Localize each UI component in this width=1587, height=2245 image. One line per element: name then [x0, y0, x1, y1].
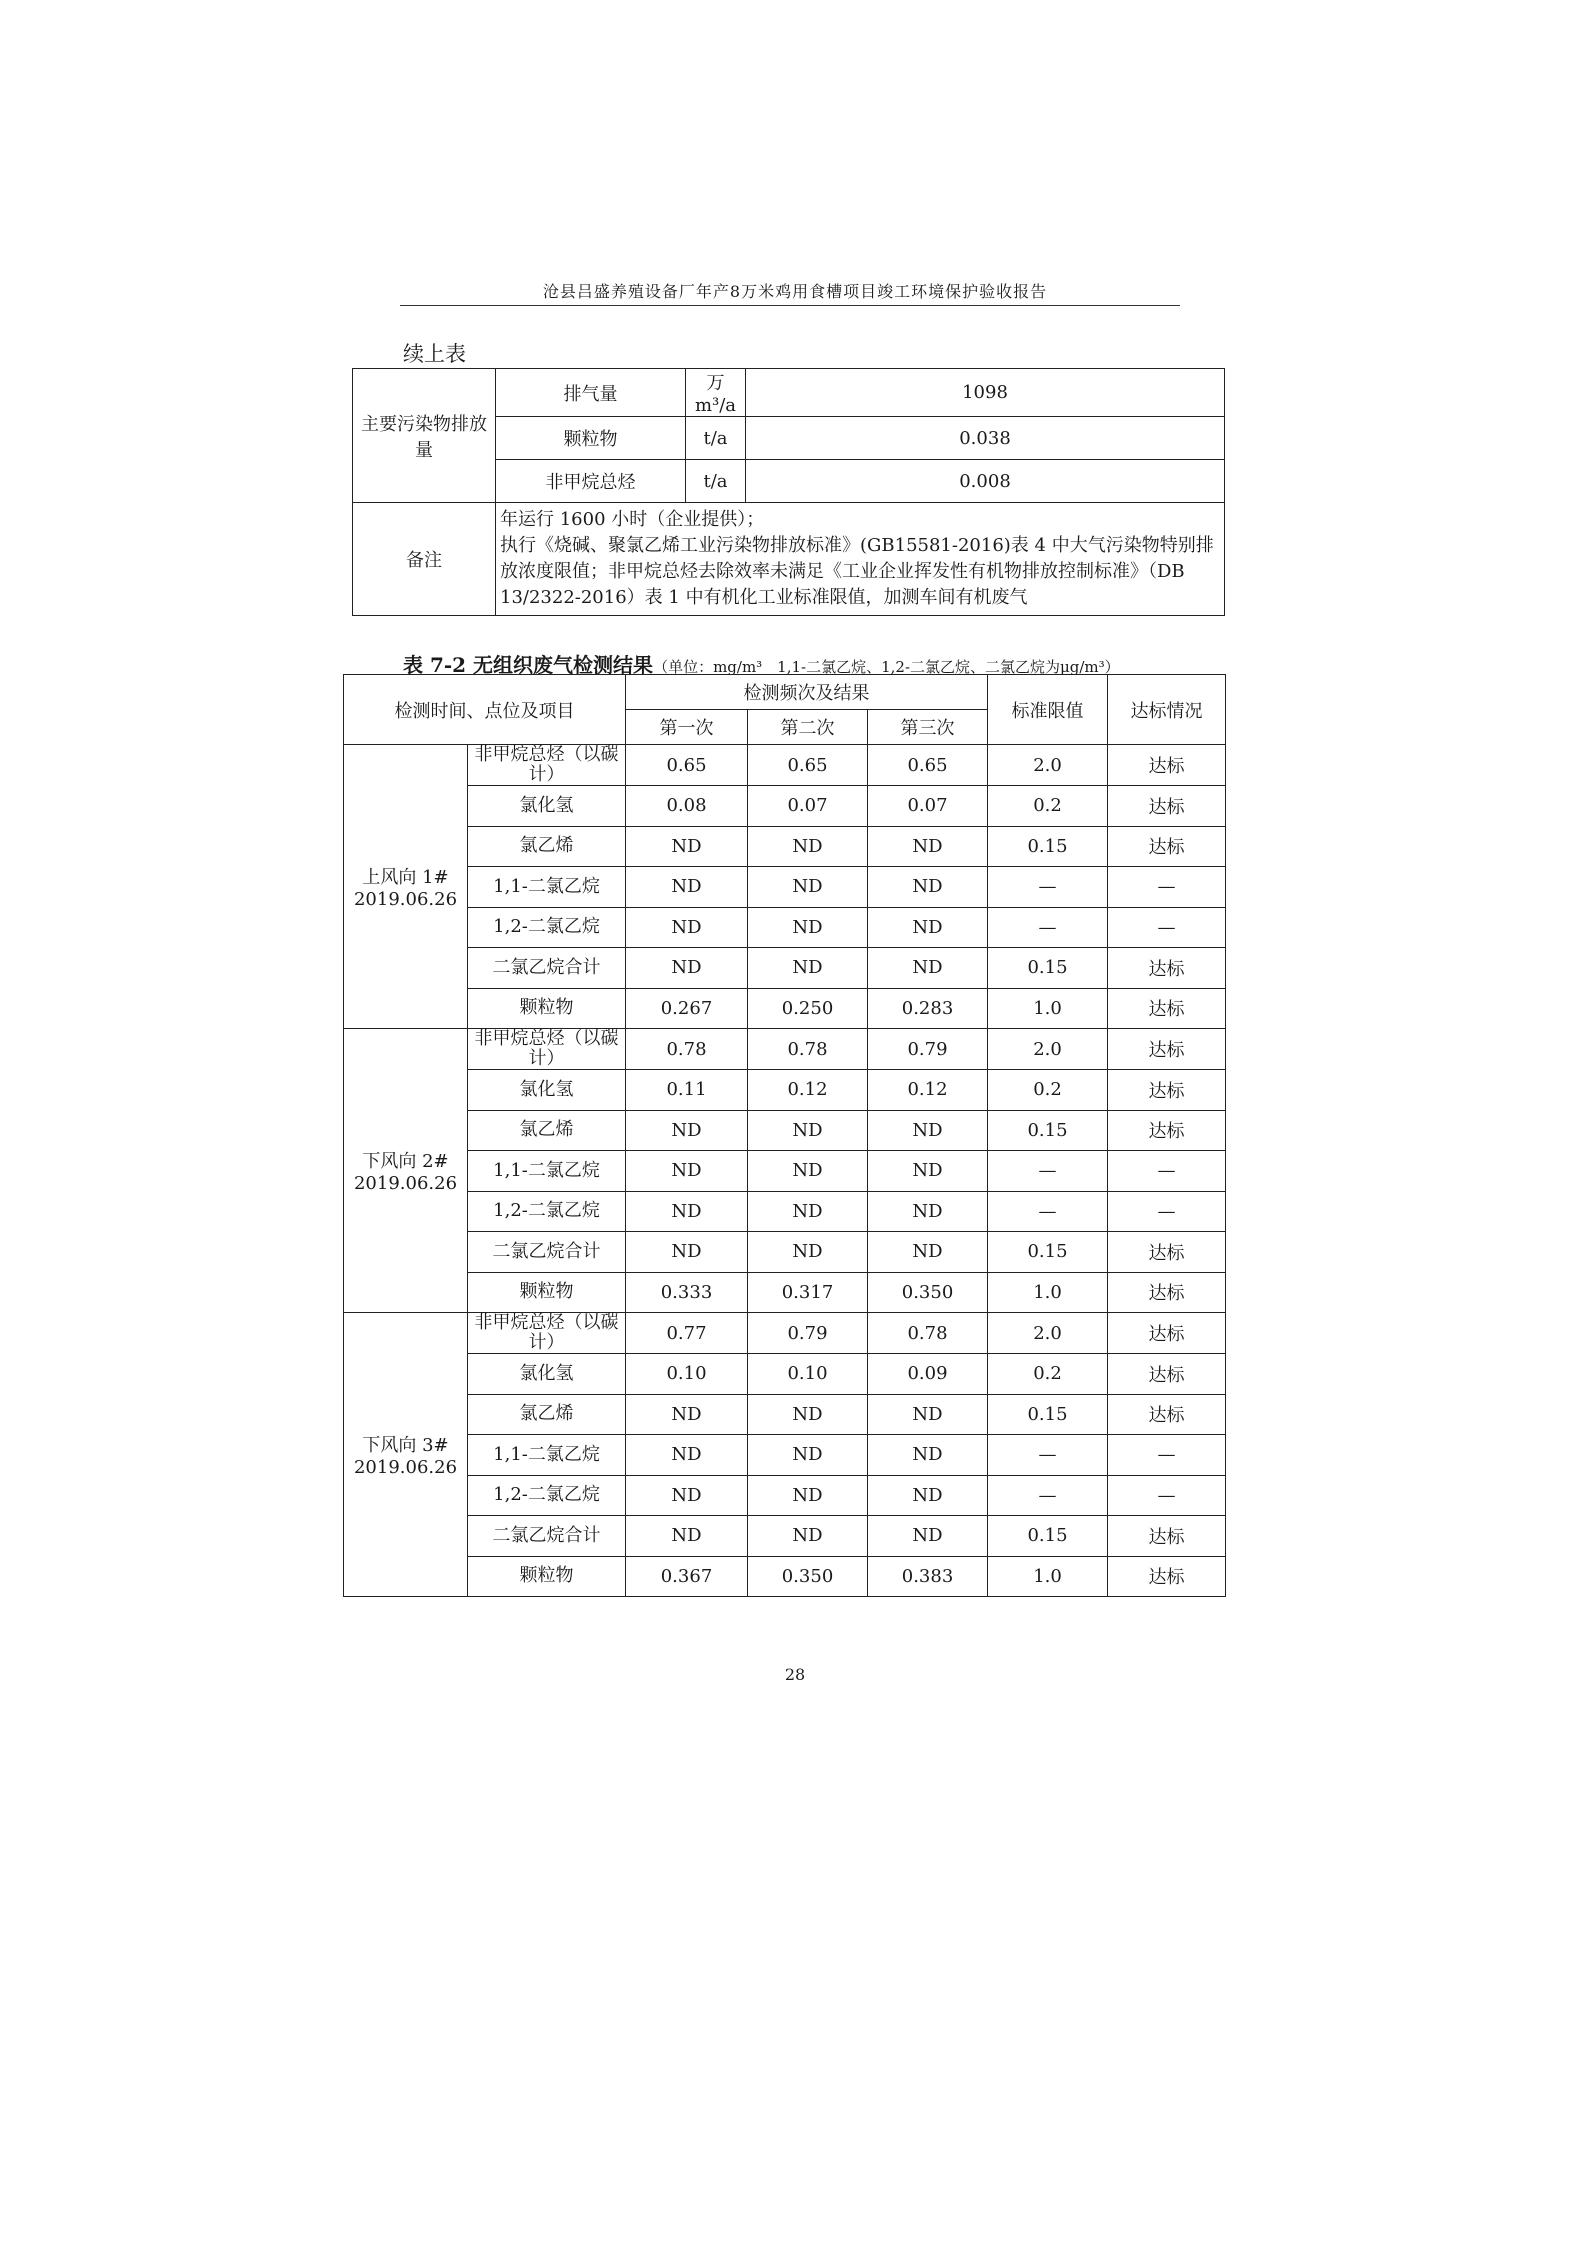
- item-cell: 氯化氢: [468, 1354, 626, 1395]
- item-cell: 二氯乙烷合计: [468, 948, 626, 989]
- status-cell: 达标: [1108, 1070, 1226, 1111]
- table-row: [344, 1435, 1226, 1476]
- table-row: [344, 1191, 1226, 1232]
- value-third: 0.283: [868, 988, 988, 1029]
- emission-item: 颗粒物: [496, 417, 686, 460]
- value-third: ND: [868, 1110, 988, 1151]
- value-second: ND: [748, 867, 868, 908]
- table-row: [344, 1313, 1226, 1354]
- value-third: 0.65: [868, 745, 988, 786]
- value-second: 0.78: [748, 1029, 868, 1070]
- status-cell: 达标: [1108, 1029, 1226, 1070]
- table-row: [344, 948, 1226, 989]
- status-cell: 达标: [1108, 1394, 1226, 1435]
- item-cell: 1,1-二氯乙烷: [468, 867, 626, 908]
- item-cell: 氯化氢: [468, 786, 626, 827]
- location-label: 上风向 1#: [362, 867, 449, 888]
- limit-cell: 0.2: [988, 1070, 1108, 1111]
- emission-value: 0.008: [746, 460, 1225, 503]
- value-second: 0.317: [748, 1272, 868, 1313]
- emission-item: 排气量: [496, 369, 686, 417]
- location-date: 2019.06.26: [353, 889, 458, 910]
- limit-cell: 1.0: [988, 988, 1108, 1029]
- value-third: 0.09: [868, 1354, 988, 1395]
- value-second: ND: [748, 1151, 868, 1192]
- location-label: 下风向 2#: [362, 1151, 449, 1172]
- status-cell: 达标: [1108, 745, 1226, 786]
- item-cell: 1,1-二氯乙烷: [468, 1151, 626, 1192]
- item-cell: 氯化氢: [468, 1070, 626, 1111]
- table-row: [344, 786, 1226, 827]
- value-third: ND: [868, 948, 988, 989]
- value-second: 0.10: [748, 1354, 868, 1395]
- status-cell: 达标: [1108, 1232, 1226, 1273]
- value-third: 0.383: [868, 1556, 988, 1597]
- value-first: ND: [626, 1110, 748, 1151]
- notes-cell: [496, 503, 1225, 616]
- value-first: ND: [626, 1435, 748, 1476]
- value-first: ND: [626, 1394, 748, 1435]
- table-row: [344, 1029, 1226, 1070]
- location-label: 下风向 3#: [362, 1435, 449, 1456]
- limit-cell: 0.15: [988, 1394, 1108, 1435]
- status-cell: 达标: [1108, 988, 1226, 1029]
- value-first: ND: [626, 1232, 748, 1273]
- status-cell: 达标: [1108, 1272, 1226, 1313]
- value-third: 0.12: [868, 1070, 988, 1111]
- value-first: ND: [626, 867, 748, 908]
- value-second: ND: [748, 948, 868, 989]
- status-cell: —: [1108, 1151, 1226, 1192]
- value-third: ND: [868, 867, 988, 908]
- table-row: [344, 1272, 1226, 1313]
- value-first: ND: [626, 907, 748, 948]
- table-row: [344, 867, 1226, 908]
- table-row: [344, 988, 1226, 1029]
- limit-cell: 0.15: [988, 1516, 1108, 1557]
- status-cell: 达标: [1108, 1313, 1226, 1354]
- header-group: 检测频次及结果: [626, 675, 988, 710]
- value-first: 0.10: [626, 1354, 748, 1395]
- header-limit: 标准限值: [988, 675, 1108, 745]
- value-second: ND: [748, 1475, 868, 1516]
- limit-cell: —: [988, 907, 1108, 948]
- status-cell: 达标: [1108, 948, 1226, 989]
- value-first: 0.78: [626, 1029, 748, 1070]
- value-first: 0.367: [626, 1556, 748, 1597]
- limit-cell: 0.15: [988, 1232, 1108, 1273]
- location-cell: [344, 1313, 468, 1597]
- emission-value: 1098: [746, 369, 1225, 417]
- value-first: 0.65: [626, 745, 748, 786]
- item-cell: 非甲烷总烃（以碳计）: [468, 745, 626, 786]
- value-second: 0.12: [748, 1070, 868, 1111]
- value-first: 0.77: [626, 1313, 748, 1354]
- emission-value: 0.038: [746, 417, 1225, 460]
- table-row: [344, 1232, 1226, 1273]
- table-row: [344, 1516, 1226, 1557]
- value-first: 0.08: [626, 786, 748, 827]
- value-second: ND: [748, 1516, 868, 1557]
- value-first: ND: [626, 1516, 748, 1557]
- item-cell: 非甲烷总烃（以碳计）: [468, 1313, 626, 1354]
- limit-cell: 1.0: [988, 1272, 1108, 1313]
- value-third: ND: [868, 826, 988, 867]
- value-third: ND: [868, 1435, 988, 1476]
- item-cell: 1,2-二氯乙烷: [468, 1475, 626, 1516]
- limit-cell: —: [988, 1151, 1108, 1192]
- value-second: 0.350: [748, 1556, 868, 1597]
- item-cell: 氯乙烯: [468, 1394, 626, 1435]
- table-row: [344, 1110, 1226, 1151]
- caption-title: 表 7-2 无组织废气检测结果: [403, 653, 654, 677]
- value-third: 0.78: [868, 1313, 988, 1354]
- status-cell: —: [1108, 867, 1226, 908]
- value-third: 0.79: [868, 1029, 988, 1070]
- emissions-table: [352, 368, 1225, 616]
- item-cell: 颗粒物: [468, 1556, 626, 1597]
- header-first: 第一次: [626, 710, 748, 745]
- limit-cell: 0.2: [988, 1354, 1108, 1395]
- location-date: 2019.06.26: [353, 1173, 458, 1194]
- limit-cell: —: [988, 867, 1108, 908]
- location-cell: [344, 745, 468, 1029]
- status-cell: —: [1108, 1475, 1226, 1516]
- value-second: ND: [748, 1232, 868, 1273]
- group-label: 主要污染物排放量: [353, 369, 496, 503]
- value-third: ND: [868, 1151, 988, 1192]
- limit-cell: 1.0: [988, 1556, 1108, 1597]
- notes-label: 备注: [353, 503, 496, 616]
- value-first: ND: [626, 1475, 748, 1516]
- status-cell: 达标: [1108, 1556, 1226, 1597]
- value-second: 0.65: [748, 745, 868, 786]
- limit-cell: —: [988, 1435, 1108, 1476]
- value-first: ND: [626, 1191, 748, 1232]
- continued-label: 续上表: [403, 342, 466, 366]
- value-third: 0.07: [868, 786, 988, 827]
- item-cell: 1,1-二氯乙烷: [468, 1435, 626, 1476]
- value-second: 0.79: [748, 1313, 868, 1354]
- status-cell: —: [1108, 1191, 1226, 1232]
- value-second: ND: [748, 1191, 868, 1232]
- value-second: ND: [748, 826, 868, 867]
- value-third: ND: [868, 907, 988, 948]
- value-third: ND: [868, 1232, 988, 1273]
- table-row: [344, 1070, 1226, 1111]
- limit-cell: 0.2: [988, 786, 1108, 827]
- item-cell: 氯乙烯: [468, 1110, 626, 1151]
- item-cell: 颗粒物: [468, 988, 626, 1029]
- value-third: ND: [868, 1475, 988, 1516]
- notes-line: 年运行 1600 小时（企业提供）；: [500, 509, 765, 530]
- item-cell: 非甲烷总烃（以碳计）: [468, 1029, 626, 1070]
- header-status: 达标情况: [1108, 675, 1226, 745]
- item-cell: 1,2-二氯乙烷: [468, 907, 626, 948]
- table-row: [344, 1354, 1226, 1395]
- limit-cell: 2.0: [988, 1313, 1108, 1354]
- caption-unit: （单位：mg/m³ 1,1-二氯乙烷、1,2-二氯乙烷、二氯乙烷为μg/m³）: [653, 658, 1120, 676]
- value-third: 0.350: [868, 1272, 988, 1313]
- fugitive-gas-table: [343, 674, 1226, 1597]
- status-cell: 达标: [1108, 786, 1226, 827]
- item-cell: 1,2-二氯乙烷: [468, 1191, 626, 1232]
- limit-cell: 0.15: [988, 948, 1108, 989]
- value-first: 0.267: [626, 988, 748, 1029]
- emission-unit: t/a: [686, 417, 746, 460]
- value-second: ND: [748, 1394, 868, 1435]
- limit-cell: —: [988, 1191, 1108, 1232]
- page-header: 沧县吕盛养殖设备厂年产8万米鸡用食槽项目竣工环境保护验收报告: [542, 282, 1048, 301]
- value-first: ND: [626, 948, 748, 989]
- table-row: [344, 1475, 1226, 1516]
- emission-unit: 万 m³/a: [686, 369, 746, 417]
- table-row: [344, 745, 1226, 786]
- value-first: ND: [626, 1151, 748, 1192]
- header-third: 第三次: [868, 710, 988, 745]
- status-cell: 达标: [1108, 1516, 1226, 1557]
- item-cell: 颗粒物: [468, 1272, 626, 1313]
- emission-item: 非甲烷总烃: [496, 460, 686, 503]
- status-cell: 达标: [1108, 826, 1226, 867]
- value-third: ND: [868, 1516, 988, 1557]
- value-first: 0.11: [626, 1070, 748, 1111]
- value-second: ND: [748, 1110, 868, 1151]
- header-second: 第二次: [748, 710, 868, 745]
- value-third: ND: [868, 1394, 988, 1435]
- value-third: ND: [868, 1191, 988, 1232]
- status-cell: 达标: [1108, 1110, 1226, 1151]
- value-first: 0.333: [626, 1272, 748, 1313]
- limit-cell: 2.0: [988, 745, 1108, 786]
- location-cell: [344, 1029, 468, 1313]
- emission-unit: t/a: [686, 460, 746, 503]
- value-second: ND: [748, 1435, 868, 1476]
- header-col1: 检测时间、点位及项目: [344, 675, 626, 745]
- table-body: [344, 745, 1226, 1597]
- table-row: [344, 907, 1226, 948]
- table-row: [344, 1151, 1226, 1192]
- value-second: 0.250: [748, 988, 868, 1029]
- table-row: [344, 1556, 1226, 1597]
- value-second: ND: [748, 907, 868, 948]
- page-number: 28: [784, 1665, 806, 1684]
- table-row: [344, 1394, 1226, 1435]
- table-row: [344, 826, 1226, 867]
- status-cell: —: [1108, 1435, 1226, 1476]
- limit-cell: —: [988, 1475, 1108, 1516]
- status-cell: 达标: [1108, 1354, 1226, 1395]
- value-first: ND: [626, 826, 748, 867]
- limit-cell: 0.15: [988, 1110, 1108, 1151]
- limit-cell: 2.0: [988, 1029, 1108, 1070]
- item-cell: 二氯乙烷合计: [468, 1516, 626, 1557]
- item-cell: 氯乙烯: [468, 826, 626, 867]
- item-cell: 二氯乙烷合计: [468, 1232, 626, 1273]
- limit-cell: 0.15: [988, 826, 1108, 867]
- value-second: 0.07: [748, 786, 868, 827]
- status-cell: —: [1108, 907, 1226, 948]
- location-date: 2019.06.26: [353, 1457, 458, 1478]
- header-rule: [400, 305, 1180, 306]
- notes-line: 执行《烧碱、聚氯乙烯工业污染物排放标准》(GB15581-2016)表 4 中大气污染物特别排放浓度限值；非甲烷总烃去除效率未满足《工业企业挥发性有机物排放控制标准》（DB 13/2322-2016）表 1 中有机化工业标准限值，加测车间有机废气: [500, 535, 1214, 608]
